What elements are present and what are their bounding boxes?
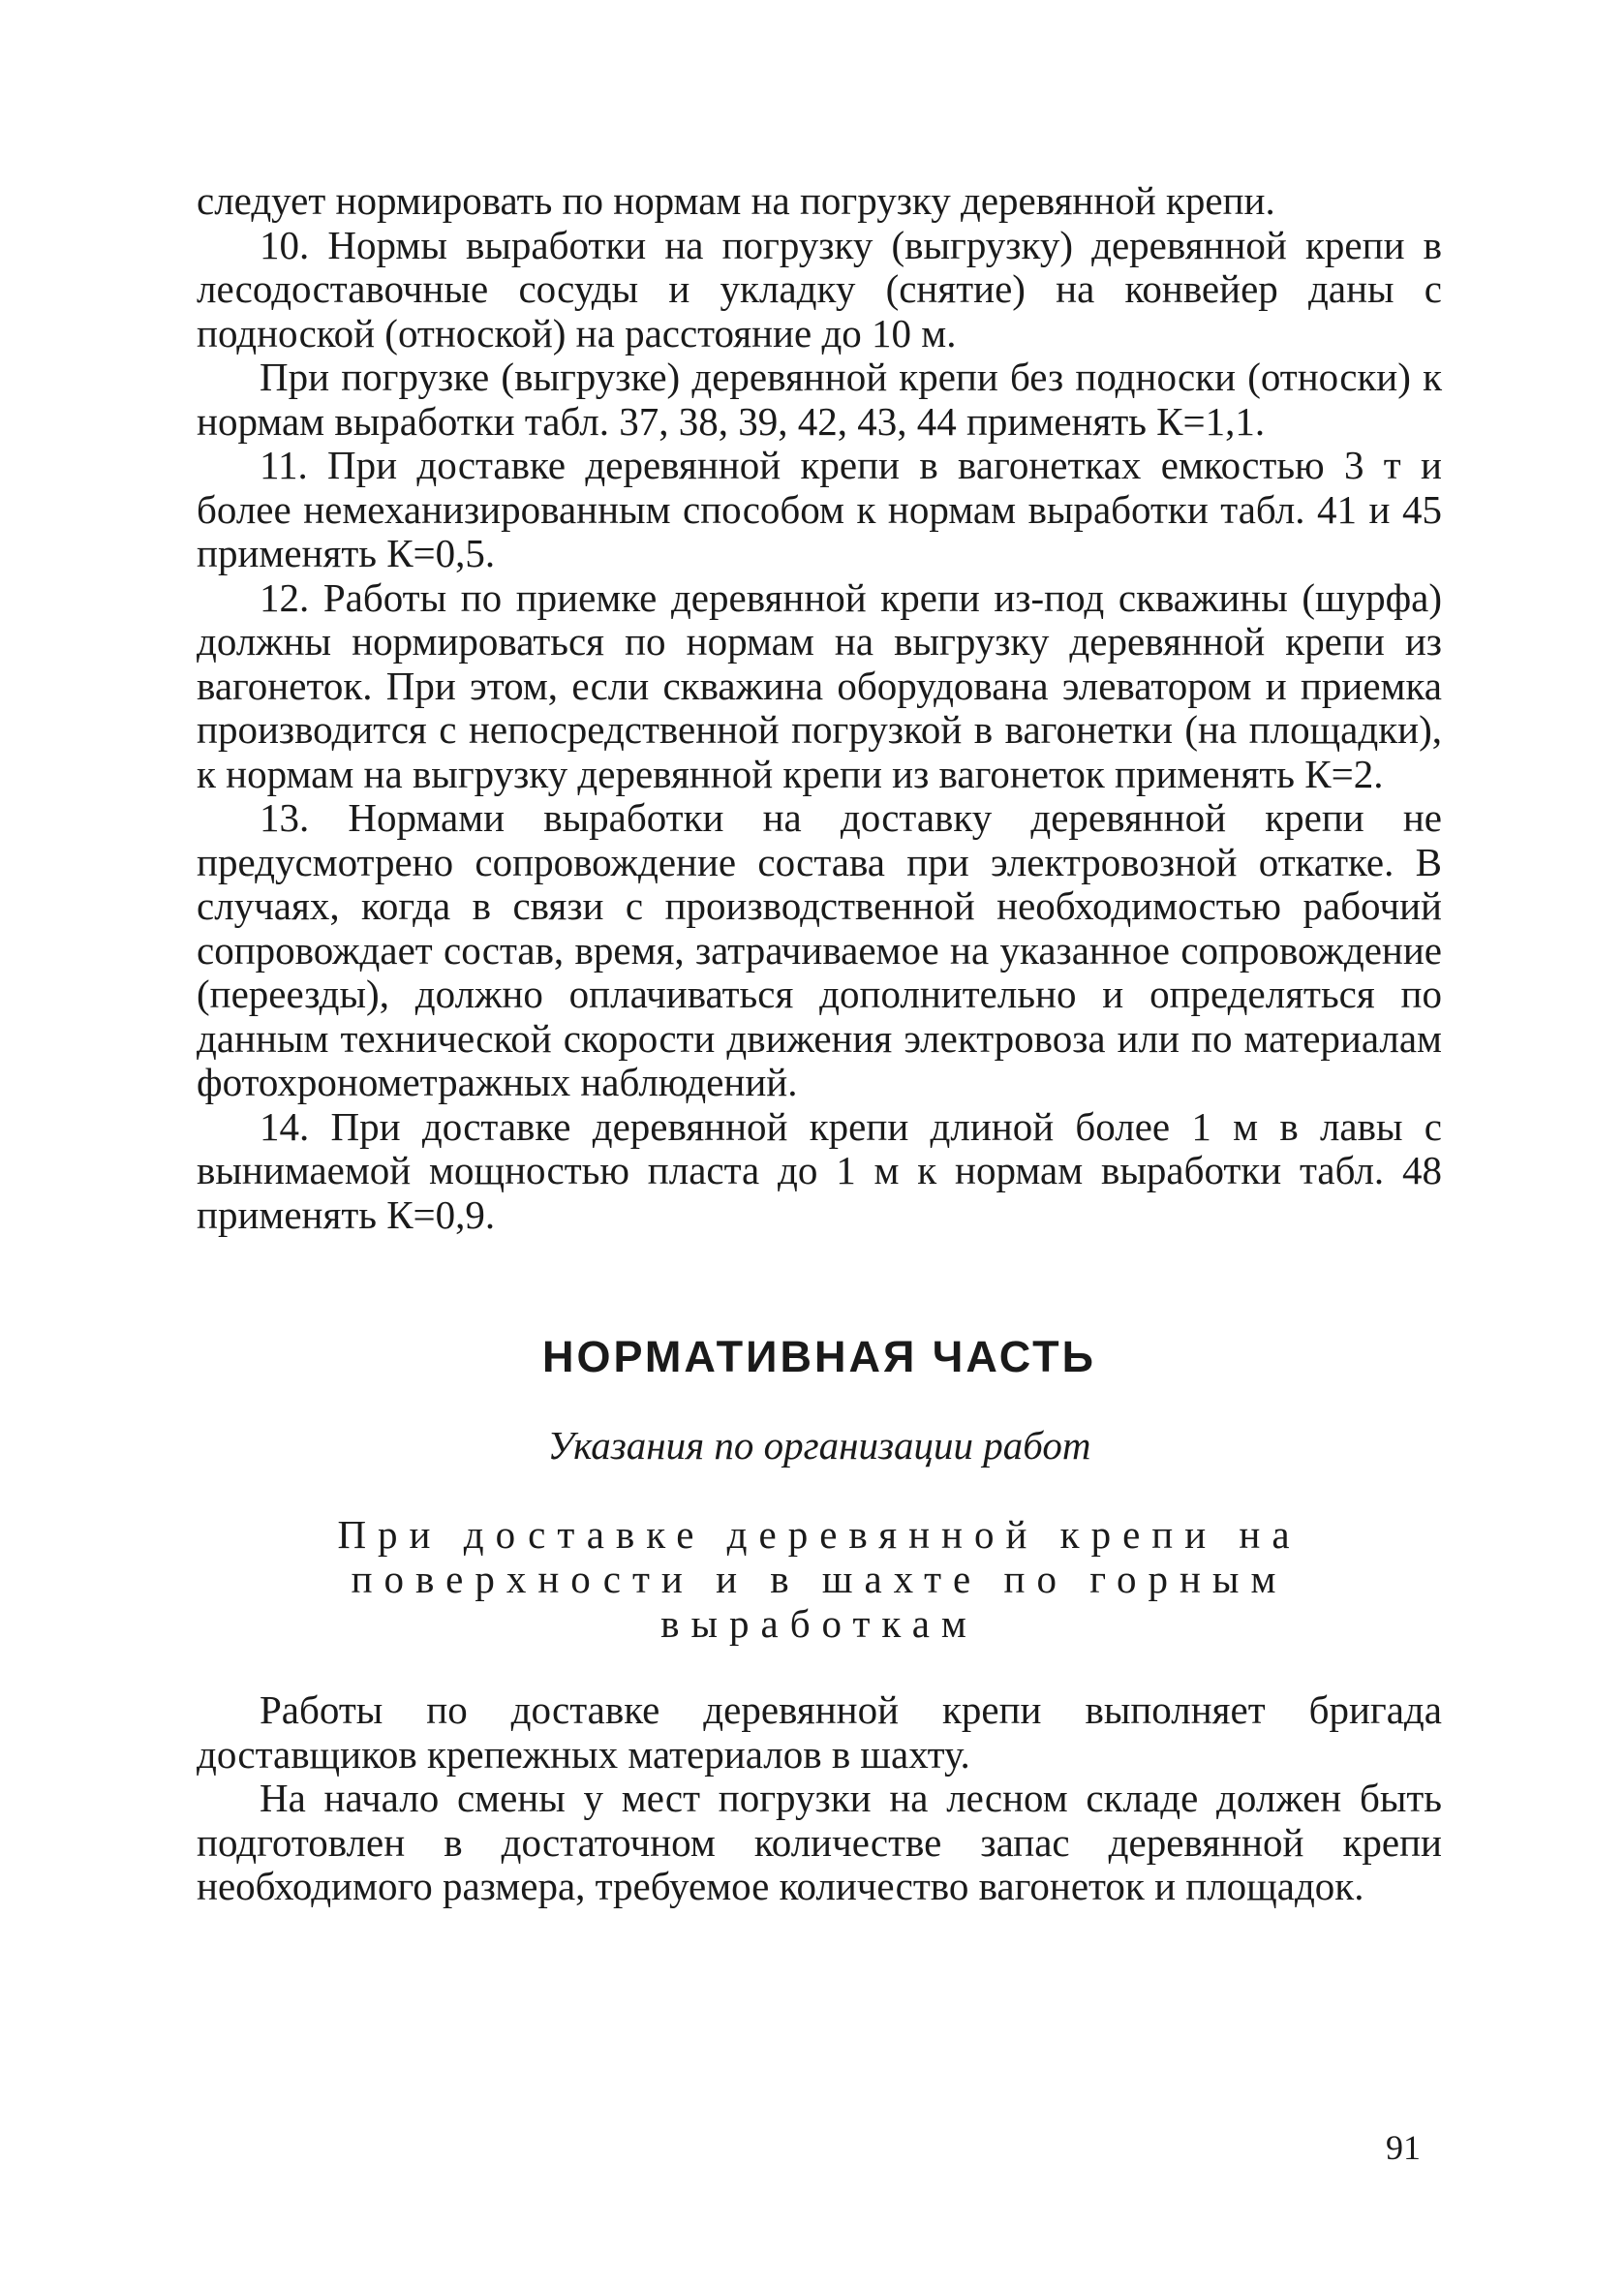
paragraph: следует нормировать по нормам на погрузку деревянной крепи.	[197, 178, 1275, 223]
paragraph: На начало смены у мест погрузки на лесном складе должен быть подготовлен в достаточном количестве запас деревянной крепи необходимого размера, требуемое количество вагонеток и площадок.	[197, 1776, 1442, 1908]
page-body	[197, 179, 1442, 1909]
spaced-heading: При доставке деревянной крепи на поверхности и в шахте по горным выработкам	[337, 1512, 1302, 1646]
paragraph: 11. При доставке деревянной крепи в вагонетках емкостью 3 т и более немеханизированным способом к нормам выработки табл. 41 и 45 применять К=0,5.	[197, 443, 1442, 575]
paragraph: 14. При доставке деревянной крепи длиной более 1 м в лавы с вынимаемой мощностью пласта до 1 м к нормам выработки табл. 48 применять К=0,9.	[197, 1103, 1442, 1237]
paragraph: 10. Нормы выработки на погрузку (выгрузку) деревянной крепи в лесодоставочные сосуды и укладку (снятие) на конвейер даны с подноской (отноской) на расстояние до 10 м.	[197, 222, 1442, 356]
section-title: НОРМАТИВНАЯ ЧАСТЬ	[541, 1332, 1097, 1381]
paragraph: 13. Нормами выработки на доставку деревянной крепи не предусмотрено сопровождение состава при электровозной откатке. В случаях, когда в связи с производственной необходимостью рабочий сопровождает состав, время, затрачиваемое на указанное сопровождение (переезды), должно оплачиваться дополнительно и определяться по данным технической скорости движения электровоза или по материалам фотохронометражных наблюдений.	[197, 795, 1442, 1104]
paragraphs-top	[197, 179, 1442, 1237]
paragraph: 12. Работы по приемке деревянной крепи из-под скважины (шурфа) должны нормироваться по нормам на выгрузку деревянной крепи из вагонеток. При этом, если скважина оборудована элеватором и приемка производится с непосредственной погрузкой в вагонетки (на площадки), к нормам на выгрузку деревянной крепи из вагонеток применять К=2.	[197, 574, 1442, 796]
page-number: 91	[1386, 2128, 1421, 2167]
paragraph: При погрузке (выгрузке) деревянной крепи без подноски (относки) к нормам выработки табл. 37, 38, 39, 42, 43, 44 применять К=1,1.	[197, 355, 1442, 444]
subsection-title: Указания по организации работ	[547, 1423, 1091, 1468]
paragraph: Работы по доставке деревянной крепи выполняет бригада доставщиков крепежных материалов в шахту.	[197, 1687, 1442, 1777]
paragraphs-bottom	[197, 1688, 1442, 1909]
